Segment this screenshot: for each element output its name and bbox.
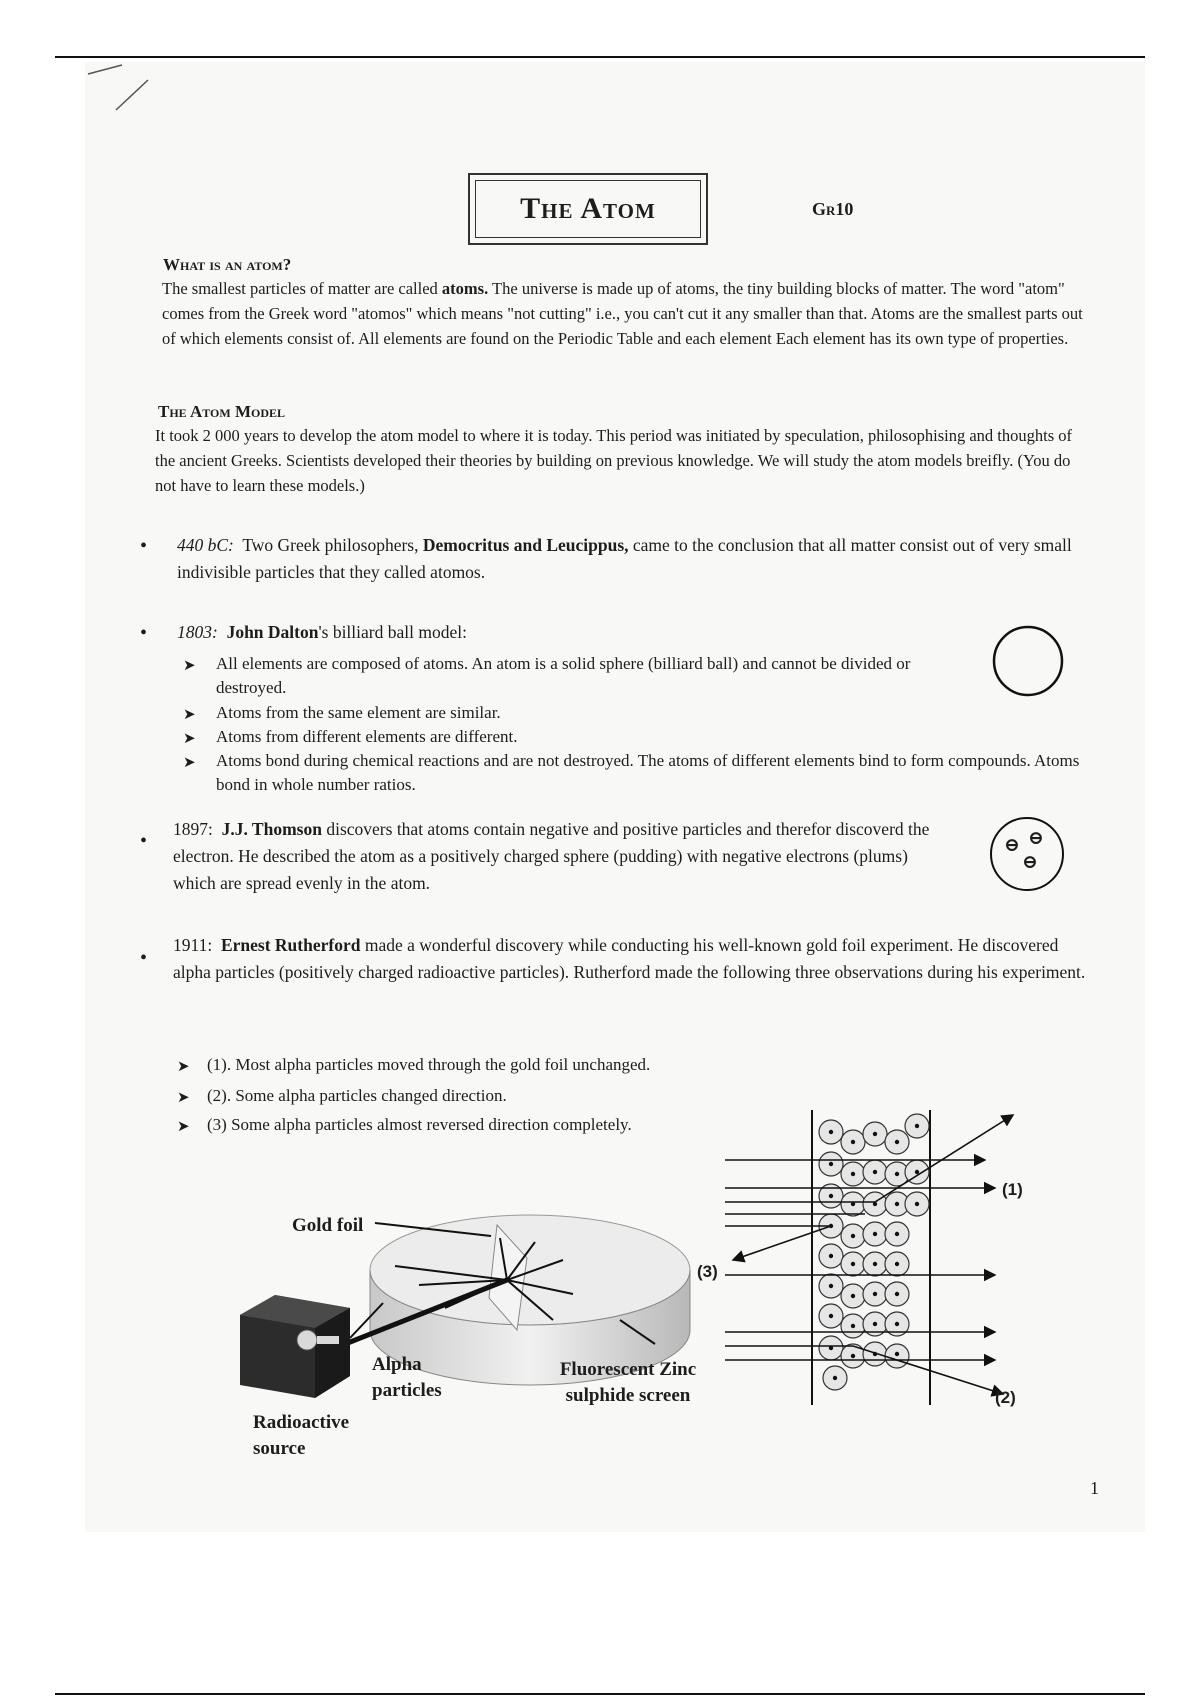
marker-1: (1) bbox=[1002, 1180, 1023, 1199]
dalton-point: All elements are composed of atoms. An atom is a solid sphere (billiard ball) and cannot be divided or destroyed. bbox=[216, 654, 911, 697]
title-box bbox=[468, 173, 708, 245]
gold-foil-label: Gold foil bbox=[292, 1215, 364, 1236]
bullet: • bbox=[140, 947, 148, 969]
bullet: • bbox=[140, 830, 148, 852]
top-rule bbox=[55, 56, 1145, 58]
zinc-sulphide-screen-label: Fluorescent Zinc sulphide screen bbox=[559, 1359, 697, 1406]
electron-icon: ⊖ bbox=[1028, 828, 1044, 849]
nucleus-scattering-diagram bbox=[725, 1100, 1025, 1420]
arrow-bullet: ➤ bbox=[177, 1059, 190, 1075]
page-title: The Atom bbox=[475, 180, 701, 238]
electron-icon: ⊖ bbox=[1004, 835, 1020, 856]
atom-model-paragraph: It took 2 000 years to develop the atom model to where it is today. This period was initiated by speculation, philosophising and thoughts of the ancient Greeks. Scientists developed their theories by building on previous knowledge. We will study the atom models breifly. (You do not have to learn these models.) bbox=[155, 426, 1072, 495]
timeline-item-democritus: 440 bC: Two Greek philosophers, Democritus and Leucippus, came to the conclusion that all matter consist out of very small indivisible particles that they called atomos. bbox=[177, 535, 1072, 582]
pencil-mark bbox=[82, 62, 162, 122]
arrow-bullet: ➤ bbox=[183, 731, 196, 747]
plum-pudding-model-diagram bbox=[990, 817, 1064, 891]
arrow-bullet: ➤ bbox=[183, 707, 196, 723]
rutherford-observation: (2). Some alpha particles changed direction. bbox=[207, 1086, 507, 1105]
rutherford-observation: (1). Most alpha particles moved through the gold foil unchanged. bbox=[207, 1055, 651, 1074]
rutherford-observation: (3) Some alpha particles almost reversed direction completely. bbox=[207, 1115, 632, 1134]
arrow-bullet: ➤ bbox=[183, 755, 196, 771]
billiard-ball-model-diagram bbox=[990, 623, 1066, 699]
radioactive-source-label: Radioactive source bbox=[253, 1412, 350, 1459]
grade-label: Gr10 bbox=[812, 199, 854, 219]
arrow-bullet: ➤ bbox=[177, 1090, 190, 1106]
dalton-point: Atoms from the same element are similar. bbox=[216, 703, 501, 722]
dalton-point: Atoms bond during chemical reactions and are not destroyed. The atoms of different elements bind to form compounds. Atoms bond in whole number ratios. bbox=[216, 751, 1080, 794]
bullet: • bbox=[140, 622, 148, 644]
page-number: 1 bbox=[1090, 1478, 1099, 1498]
marker-2: (2) bbox=[995, 1388, 1016, 1407]
arrow-bullet: ➤ bbox=[177, 1119, 190, 1135]
bullet: • bbox=[140, 535, 148, 557]
section-heading-atom-model: The Atom Model bbox=[158, 402, 286, 421]
marker-3: (3) bbox=[697, 1262, 718, 1281]
electron-icon: ⊖ bbox=[1022, 852, 1038, 873]
timeline-item-rutherford: 1911: Ernest Rutherford made a wonderful discovery while conducting his well-known gold foil experiment. He discovered alpha particles (positively charged radioactive particles). Rutherford made the following three observations during his experiment. bbox=[173, 935, 1086, 982]
timeline-item-dalton: 1803: John Dalton's billiard ball model: bbox=[177, 622, 467, 642]
alpha-particles-label: Alpha particles bbox=[372, 1354, 442, 1401]
what-is-atom-paragraph: The smallest particles of matter are called atoms. The universe is made up of atoms, the tiny building blocks of matter. The word "atom" comes from the Greek word "atomos" which means "not cutting" i.e., you can't cut it any smaller than that. Atoms are the smallest parts out of which elements consist of. All elements are found on the Periodic Table and each element Each element has its own type of properties. bbox=[162, 279, 1083, 348]
timeline-item-thomson: 1897: J.J. Thomson discovers that atoms contain negative and positive particles and therefor discoverd the electron. He described the atom as a positively charged sphere (pudding) with negative electrons (plums) which are spread evenly in the atom. bbox=[173, 819, 930, 893]
bottom-rule bbox=[55, 1693, 1145, 1695]
section-heading-what-is-atom: What is an atom? bbox=[163, 255, 292, 274]
arrow-bullet: ➤ bbox=[183, 658, 196, 674]
dalton-point: Atoms from different elements are different. bbox=[216, 727, 518, 746]
